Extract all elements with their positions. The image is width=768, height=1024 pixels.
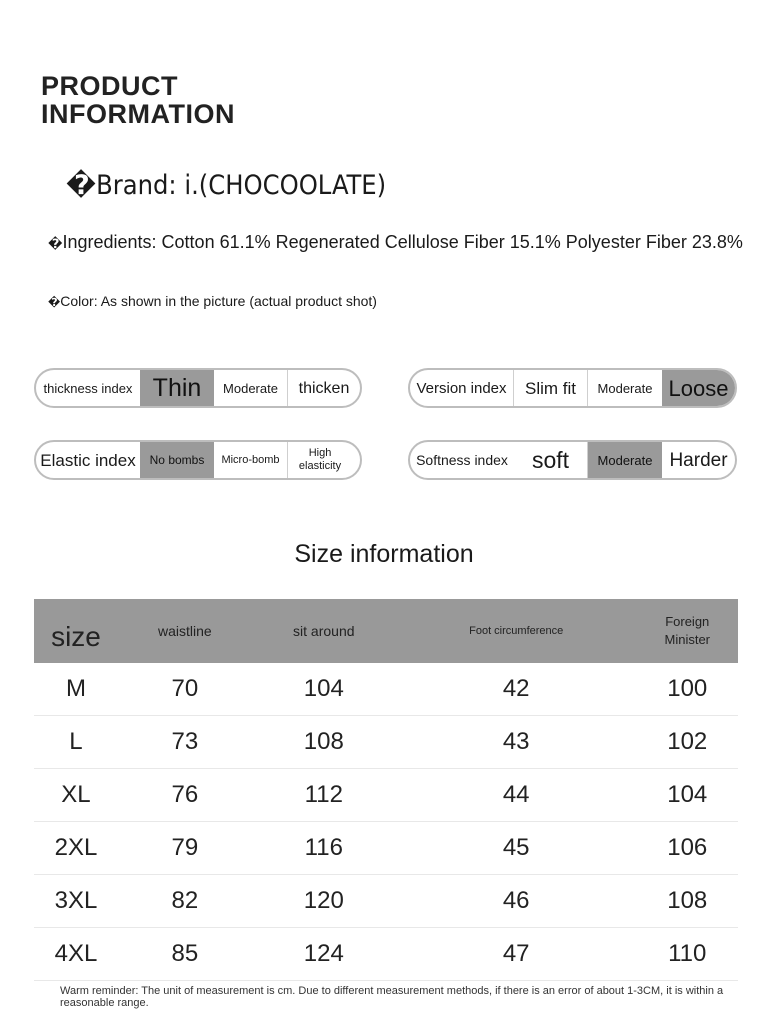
cell-waistline: 73 (118, 716, 252, 769)
table-row (34, 822, 738, 875)
brand-line (66, 170, 386, 201)
cell-waistline: 76 (118, 769, 252, 822)
header-waistline: waistline (118, 599, 252, 663)
bullet-icon: � (66, 170, 97, 201)
cell-size: M (34, 663, 118, 716)
cell-foot: 43 (396, 716, 637, 769)
warm-reminder-note: Warm reminder: The unit of measurement is cm. Due to different measurement methods, if there is an error of about 1-3CM, it is within a reasonable range. (60, 985, 724, 1009)
softness-index-label: Softness index (416, 451, 508, 468)
cell-foreign-minister: 106 (637, 822, 739, 875)
cell-foreign-minister: 102 (637, 716, 739, 769)
size-information-title: Size information (294, 540, 474, 568)
version-option-slim-fit: Slim fit (514, 370, 588, 406)
cell-waistline: 82 (118, 875, 252, 928)
table-row (34, 716, 738, 769)
cell-sit-around: 108 (252, 716, 396, 769)
version-option-moderate: Moderate (597, 380, 653, 396)
cell-foot: 46 (396, 875, 637, 928)
page-title (41, 72, 235, 128)
cell-size: 2XL (34, 822, 118, 875)
thickness-option-moderate: Moderate (214, 370, 288, 406)
cell-sit-around: 124 (252, 928, 396, 981)
cell-sit-around: 120 (252, 875, 396, 928)
table-row (34, 663, 738, 716)
table-row (34, 769, 738, 822)
cell-foot: 45 (396, 822, 637, 875)
softness-option-soft: soft (514, 442, 588, 478)
cell-waistline: 70 (118, 663, 252, 716)
version-index (408, 368, 737, 408)
cell-foot: 47 (396, 928, 637, 981)
softness-option-moderate: Moderate (588, 442, 662, 478)
brand-text: Brand: i.(CHOCOOLATE) (96, 170, 387, 201)
thickness-option-thicken: thicken (298, 379, 350, 397)
cell-sit-around: 116 (252, 822, 396, 875)
cell-foot: 42 (396, 663, 637, 716)
elastic-option-high-elasticity: High elasticity (298, 447, 342, 472)
title-line-2: INFORMATION (41, 99, 235, 129)
elastic-index-label: Elastic index (40, 450, 136, 470)
header-foot-circumference: Foot circumference (396, 599, 637, 663)
table-row (34, 875, 738, 928)
cell-foot: 44 (396, 769, 637, 822)
elastic-index (34, 440, 362, 480)
bullet-icon: � (48, 296, 61, 309)
ingredients-text: Ingredients: Cotton 61.1% Regenerated Cellulose Fiber 15.1% Polyester Fiber 23.8% (62, 232, 743, 252)
color-text: Color: As shown in the picture (actual product shot) (60, 293, 377, 309)
header-foreign-minister: Foreign Minister (637, 599, 739, 663)
thickness-index (34, 368, 362, 408)
elastic-option-no-bombs: No bombs (140, 442, 214, 478)
cell-foreign-minister: 100 (637, 663, 739, 716)
header-size: size (34, 599, 118, 663)
cell-waistline: 85 (118, 928, 252, 981)
color-line (48, 293, 377, 309)
version-index-label: Version index (410, 370, 514, 406)
bullet-icon: � (48, 237, 63, 252)
title-line-1: PRODUCT (41, 71, 178, 101)
softness-option-harder: Harder (669, 449, 728, 471)
cell-foreign-minister: 104 (637, 769, 739, 822)
cell-waistline: 79 (118, 822, 252, 875)
cell-size: 3XL (34, 875, 118, 928)
softness-index (408, 440, 737, 480)
header-sit-around: sit around (252, 599, 396, 663)
size-table-header (34, 599, 738, 663)
cell-size: L (34, 716, 118, 769)
table-row (34, 928, 738, 981)
thickness-option-thin: Thin (140, 370, 214, 406)
ingredients-line (48, 232, 743, 253)
cell-foreign-minister: 110 (637, 928, 739, 981)
elastic-option-micro-bomb: Micro-bomb (214, 442, 288, 478)
size-table (34, 599, 738, 981)
cell-foreign-minister: 108 (637, 875, 739, 928)
cell-size: XL (34, 769, 118, 822)
version-option-loose: Loose (662, 370, 735, 406)
cell-sit-around: 112 (252, 769, 396, 822)
cell-size: 4XL (34, 928, 118, 981)
thickness-index-label: thickness index (43, 380, 133, 396)
cell-sit-around: 104 (252, 663, 396, 716)
